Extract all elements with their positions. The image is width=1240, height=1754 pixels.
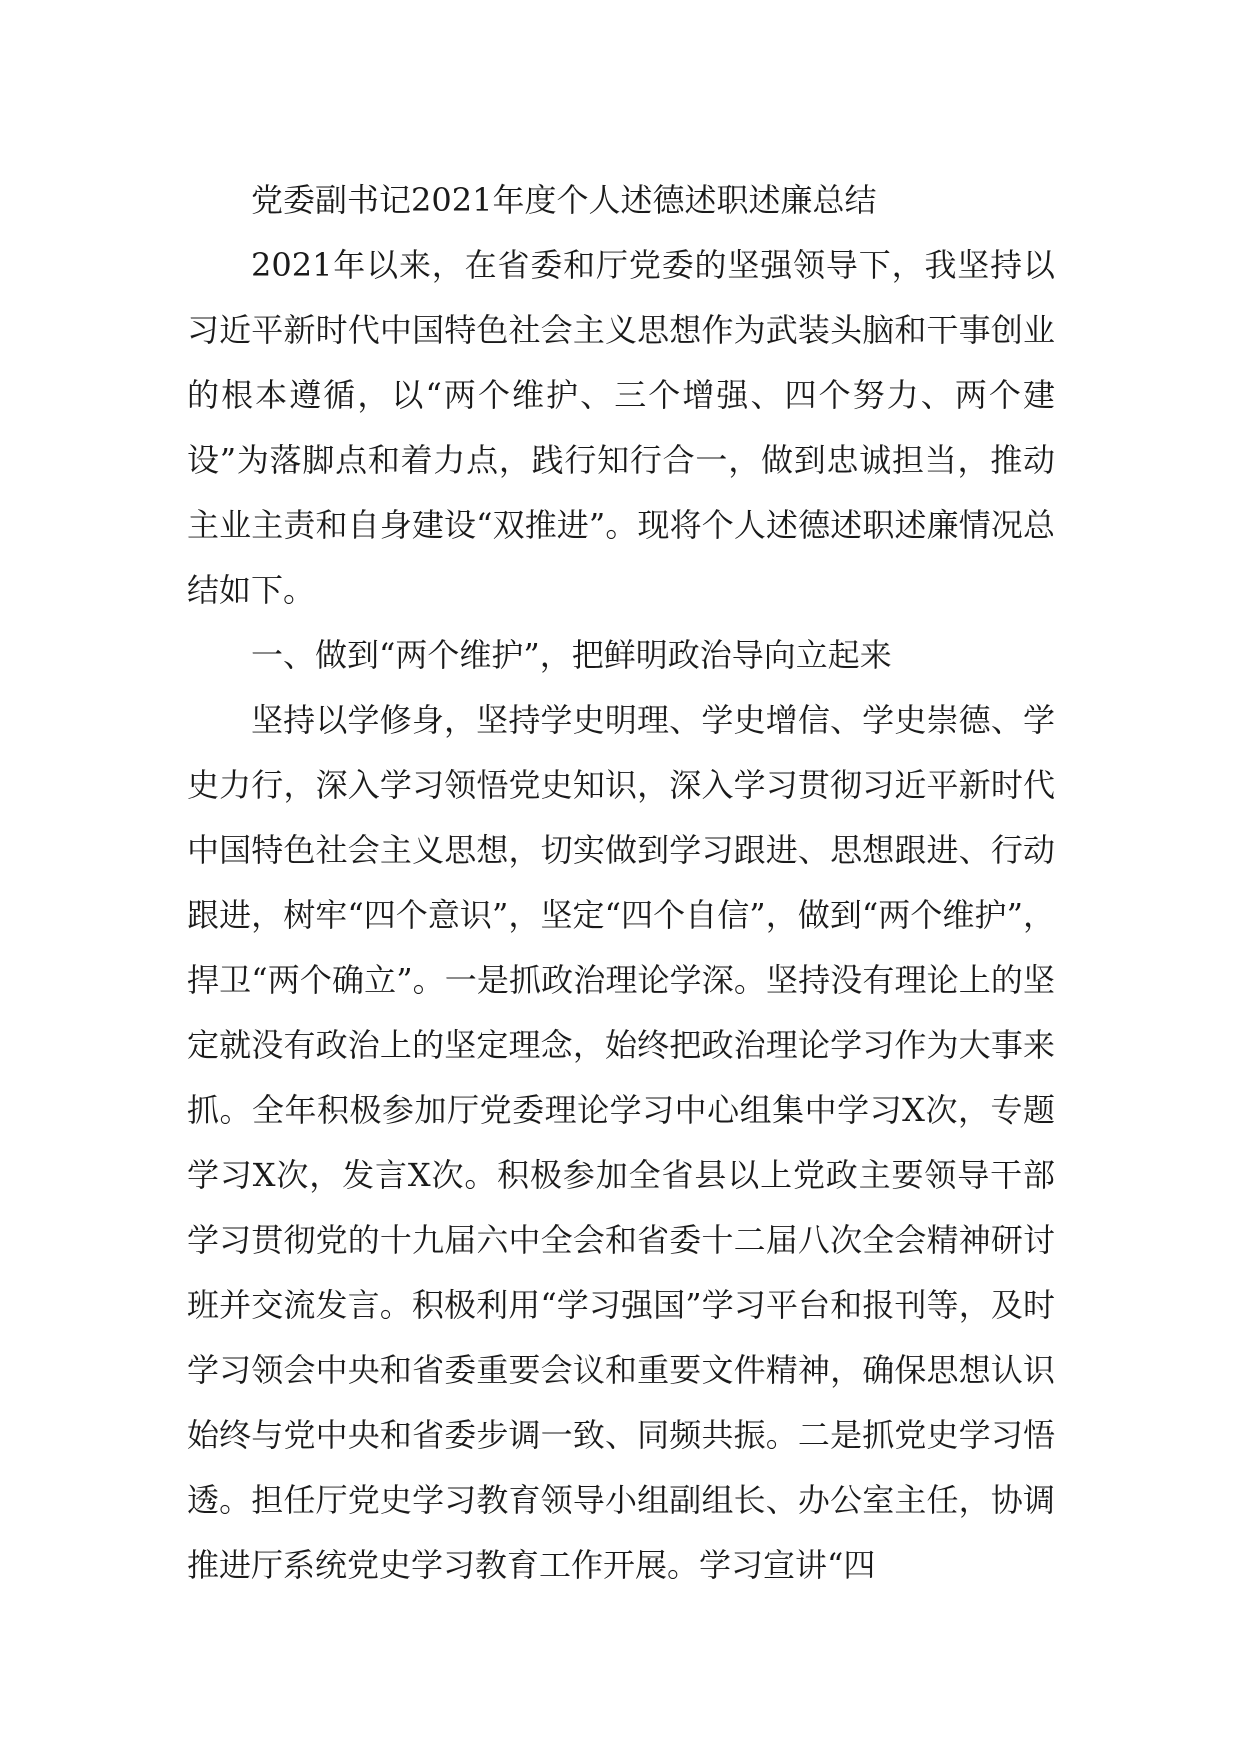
document-title: 党委副书记2021年度个人述德述职述廉总结 xyxy=(251,181,877,219)
intro-paragraph: 2021年以来，在省委和厅党委的坚强领导下，我坚持以习近平新时代中国特色社会主义思想作为武装头脑和干事创业的根本遵循，以“两个维护、三个增强、四个努力、两个建设”为落脚点和着力点，践行知行合一，做到忠诚担当，推动主业主责和自身建设“双推进”。现将个人述德述职述廉情况总结如下。 xyxy=(187,246,1055,609)
document-body xyxy=(187,168,1055,1598)
section-paragraph: 坚持以学修身，坚持学史明理、学史增信、学史崇德、学史力行，深入学习领悟党史知识，深入学习贯彻习近平新时代中国特色社会主义思想，切实做到学习跟进、思想跟进、行动跟进，树牢“四个意识”，坚定“四个自信”，做到“两个维护”，捍卫“两个确立”。一是抓政治理论学深。坚持没有理论上的坚定就没有政治上的坚定理念，始终把政治理论学习作为大事来抓。全年积极参加厅党委理论学习中心组集中学习X次，专题学习X次，发言X次。积极参加全省县以上党政主要领导干部学习贯彻党的十九届六中全会和省委十二届八次全会精神研讨班并交流发言。积极利用“学习强国”学习平台和报刊等，及时学习领会中央和省委重要会议和重要文件精神，确保思想认识始终与党中央和省委步调一致、同频共振。二是抓党史学习悟透。担任厅党史学习教育领导小组副组长、办公室主任，协调推进厅系统党史学习教育工作开展。学习宣讲“四 xyxy=(187,701,1055,1584)
section-heading: 一、做到“两个维护”，把鲜明政治导向立起来 xyxy=(251,636,892,674)
